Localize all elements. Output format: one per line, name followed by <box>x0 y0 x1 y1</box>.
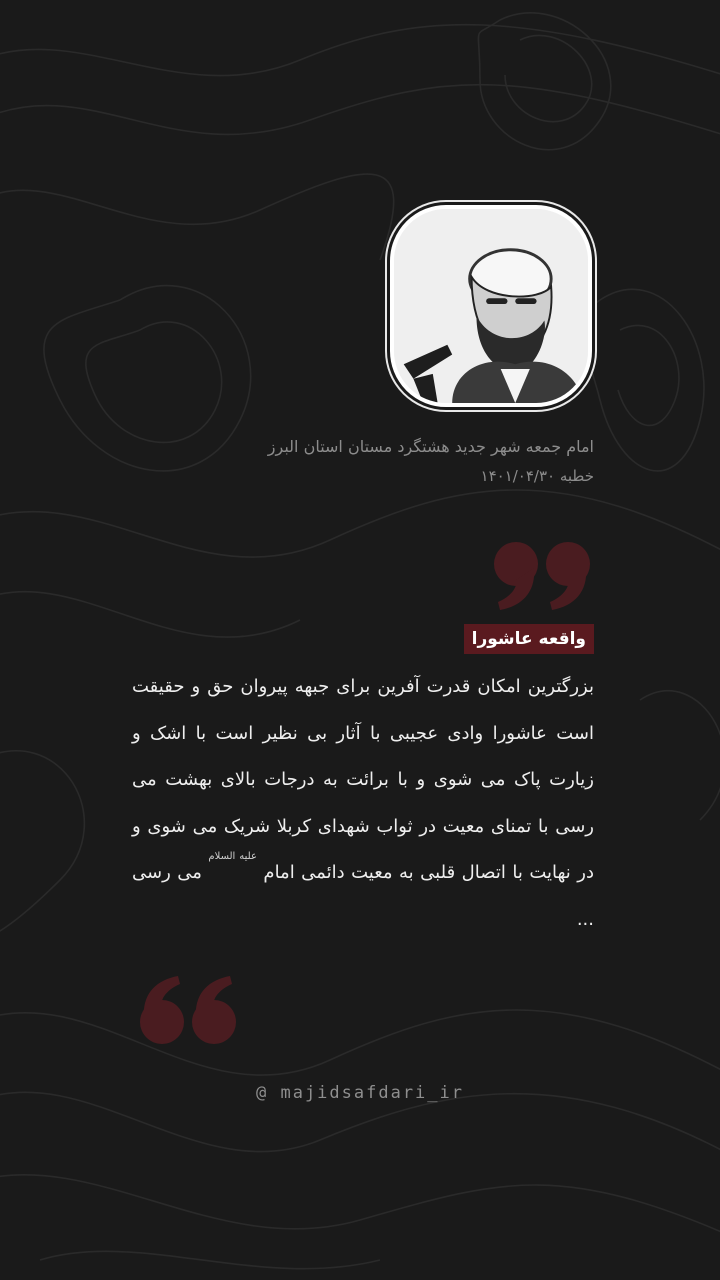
opening-quote-icon <box>136 974 240 1046</box>
honorific-superscript: علیه السلام <box>208 851 257 862</box>
quote-title: واقعه عاشورا <box>464 624 594 654</box>
speaker-portrait <box>390 205 592 407</box>
quote-body-text: بزرگترین امکان قدرت آفرین برای جبهه پیروان حق و حقیقت است عاشورا وادی عجیبی با آثار بی نظیر است با اشک و زیارت پاک می شوی و با برائت به درجات بالای بهشت می رسی با تمنای معیت در ثواب شهدای کربلا شریک می شوی و در نهایت با اتصال قلبی به معیت دائمی امام <box>132 676 594 883</box>
speaker-subtitle: امام جمعه شهر جدید هشتگرد مستان استان البرز <box>267 437 594 456</box>
speaker-meta <box>268 434 594 488</box>
sermon-date: خطبه ۱۴۰۱/۰۴/۳۰ <box>480 467 594 485</box>
quote-body <box>132 664 594 943</box>
closing-quote-icon <box>490 540 594 612</box>
quote-ending: می رسی ... <box>132 862 594 930</box>
instagram-handle: @ majidsafdari_ir <box>256 1083 464 1103</box>
